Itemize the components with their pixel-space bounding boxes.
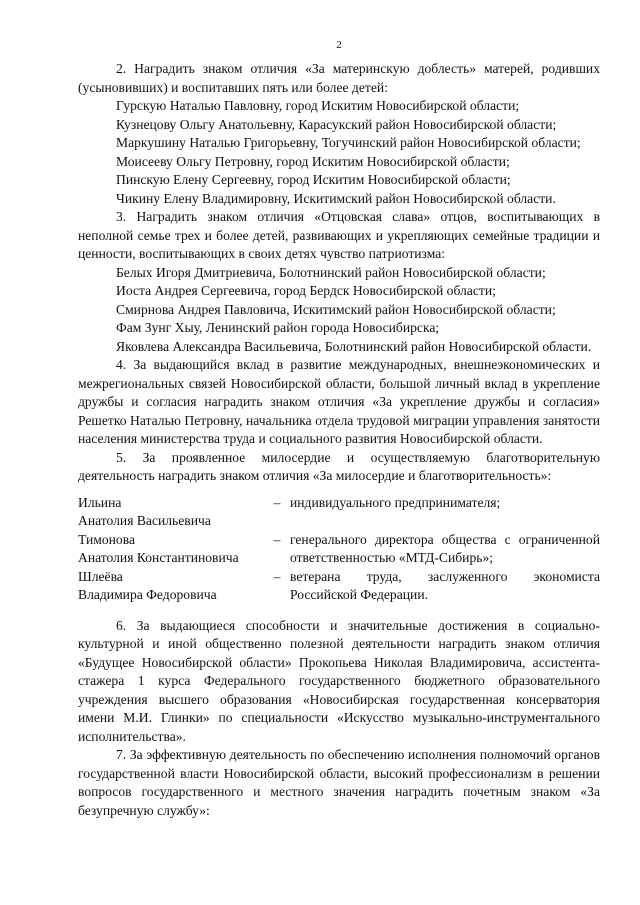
section-4-text: 4. За выдающийся вклад в развитие международных, внешнеэкономических и межрегиональных связей Новосибирской области, большой личный вклад в укрепление дружбы и согласия наградить знаком отличия «За укрепление дружбы и согласия» Решетко Наталью Петровну, начальника отдела трудовой миграции управления занятости населения министерства труда и социального развития Новосибирской области. — [78, 357, 600, 446]
recipient-given-names: Анатолия Васильевича — [78, 513, 211, 528]
recipient-surname: Тимонова — [78, 531, 135, 547]
section-3-recipient: Фам Зунг Хыу, Ленинский район города Новосибирска; — [116, 320, 440, 335]
recipient-name — [78, 531, 264, 568]
spacer — [78, 605, 600, 617]
section-2-recipient: Чикину Елену Владимировну, Искитимский район Новосибирской области. — [116, 190, 556, 206]
recipient-name — [78, 568, 264, 605]
section-5-heading: 5. За проявленное милосердие и осуществляемую благотворительную деятельность наградить знаком отличия «За милосердие и благотворительность»: — [78, 449, 600, 483]
table-row — [78, 494, 600, 531]
section-2-recipient: Кузнецову Ольгу Анатольевну, Карасукский район Новосибирской области; — [116, 116, 557, 132]
section-2-recipient: Гурскую Наталью Павловну, город Искитим Новосибирской области; — [116, 98, 520, 113]
recipient-name — [78, 494, 264, 531]
section-2-recipient: Моисееву Ольгу Петровну, город Искитим Новосибирской области; — [116, 153, 510, 169]
recipient-description: ветерана труда, заслуженного экономиста Российской Федерации. — [290, 568, 600, 602]
dash-separator: – — [273, 531, 281, 547]
recipient-description: генерального директора общества с ограниченной ответственностью «МТД-Сибирь»; — [290, 531, 600, 565]
dash-separator: – — [273, 494, 281, 510]
section-2-recipient: Пинскую Елену Сергеевну, город Искитим Новосибирской области; — [116, 172, 511, 187]
dash-separator: – — [273, 568, 281, 584]
section-3-recipient: Яковлева Александра Васильевича, Болотнинский район Новосибирской области. — [116, 338, 592, 354]
section-3-recipient: Иоста Андрея Сергеевича, город Бердск Новосибирской области; — [116, 283, 496, 298]
section-2-recipient: Маркушину Наталью Григорьевну, Тогучинский район Новосибирской области; — [116, 135, 581, 150]
section-6-text: 6. За выдающиеся способности и значительные достижения в социально-культурной и иной общественно полезной деятельности наградить знаком отличия «Будущее Новосибирской области» Прокопьева Николая Владимировича, ассистента-стажера 1 курса Федерального государственного бюджетного образовательного учреждения высшего образования «Новосибирская государственная консерватория имени М.И. Глинки» по специальности «Искусство музыкально-инструментального исполнительства». — [78, 617, 600, 744]
recipient-surname: Шлеёва — [78, 568, 123, 584]
section-5-recipients-table — [78, 494, 600, 605]
section-3-recipient: Смирнова Андрея Павловича, Искитимский район Новосибирской области; — [116, 301, 556, 317]
table-row — [78, 531, 600, 568]
recipient-surname: Ильина — [78, 494, 122, 510]
section-7-text: 7. За эффективную деятельность по обеспечению исполнения полномочий органов государственной власти Новосибирской области, высокий профессионализм в решении вопросов государственного и местного значения наградить почетным знаком «За безупречную службу»: — [78, 747, 600, 818]
section-3-heading: 3. Наградить знаком отличия «Отцовская слава» отцов, воспитывающих в неполной семье трех и более детей, развивающих и укрепляющих семейные традиции и ценности, воспитывающих в своих детях чувство патриотизма: — [78, 209, 600, 261]
section-5 — [78, 449, 600, 605]
section-2-heading: 2. Наградить знаком отличия «За материнскую доблесть» матерей, родивших (усыновивших) и воспитавших пять или более детей: — [78, 61, 600, 95]
recipient-description: индивидуального предпринимателя; — [290, 494, 501, 510]
page-number: 2 — [336, 39, 342, 51]
table-row — [78, 568, 600, 605]
section-3-recipient: Белых Игоря Дмитриевича, Болотнинский район Новосибирской области; — [116, 264, 546, 280]
recipient-given-names: Владимира Федоровича — [78, 587, 217, 602]
recipient-given-names: Анатолия Константиновича — [78, 550, 239, 565]
section-3 — [78, 208, 600, 356]
section-2 — [78, 60, 600, 208]
